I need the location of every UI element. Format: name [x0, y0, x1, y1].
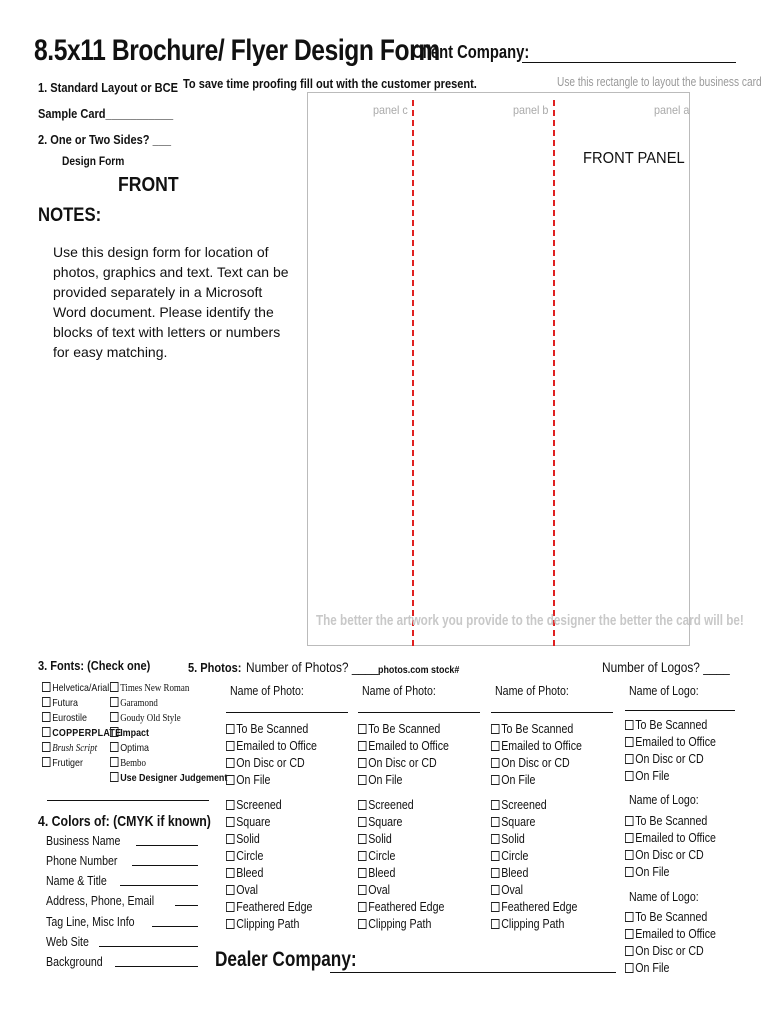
option[interactable]: To Be Scanned [491, 721, 573, 738]
option[interactable]: Clipping Path [491, 916, 564, 933]
option[interactable]: Screened [358, 797, 414, 814]
photo-name-label: Name of Photo: [495, 684, 569, 698]
checkbox-icon[interactable] [625, 737, 634, 747]
checkbox-icon[interactable] [491, 851, 500, 861]
font-option[interactable]: Eurostile [42, 712, 87, 724]
checkbox-icon[interactable] [491, 741, 500, 751]
color-row[interactable]: Business Name [46, 833, 198, 850]
fonts-heading: 3. Fonts: (Check one) [38, 658, 151, 673]
font-option[interactable]: Optima [110, 742, 149, 754]
font-option[interactable]: Helvetica/Arial [42, 682, 109, 694]
checkbox-icon[interactable] [625, 720, 634, 730]
sample-card-field[interactable]: Sample Card___________ [38, 106, 174, 121]
checkbox-icon[interactable] [226, 724, 235, 734]
checkbox-icon[interactable] [226, 902, 235, 912]
option[interactable]: On File [358, 772, 402, 789]
photo-name-field[interactable] [491, 712, 613, 713]
font-option[interactable]: Futura [42, 697, 78, 709]
checkbox-icon[interactable] [625, 833, 634, 843]
checkbox-icon[interactable] [110, 757, 119, 767]
checkbox-icon[interactable] [491, 919, 500, 929]
checkbox-icon[interactable] [358, 775, 367, 785]
checkbox-icon[interactable] [625, 816, 634, 826]
option[interactable]: Emailed to Office [625, 926, 716, 943]
fold-line-1 [412, 100, 414, 646]
logo-name-field[interactable] [625, 710, 735, 711]
photo-name-label: Name of Photo: [362, 684, 436, 698]
option[interactable]: On Disc or CD [625, 847, 704, 864]
option[interactable]: On File [226, 772, 270, 789]
checkbox-icon[interactable] [226, 758, 235, 768]
photo-name-field[interactable] [226, 712, 348, 713]
checkbox-icon[interactable] [491, 868, 500, 878]
checkbox-icon[interactable] [625, 912, 634, 922]
checkbox-icon[interactable] [42, 682, 51, 692]
option[interactable]: Emailed to Office [625, 734, 716, 751]
divider [47, 800, 209, 801]
dealer-company-field[interactable] [330, 972, 616, 973]
option[interactable]: Emailed to Office [358, 738, 449, 755]
artwork-tagline: The better the artwork you provide to the designer the better the card will be! [316, 612, 744, 629]
checkbox-icon[interactable] [491, 885, 500, 895]
photo-name-field[interactable] [358, 712, 480, 713]
option[interactable]: Screened [226, 797, 282, 814]
notes-text: Use this design form for location of photos, graphics and text. Text can be provided separately in a Microsoft Word document. Please identify the blocks of text with letters or numbers for easy matching. [53, 244, 289, 360]
checkbox-icon[interactable] [110, 697, 119, 707]
option[interactable]: Feathered Edge [358, 899, 444, 916]
checkbox-icon[interactable] [491, 834, 500, 844]
checkbox-icon[interactable] [625, 771, 634, 781]
fold-line-2 [553, 100, 555, 646]
option[interactable]: To Be Scanned [625, 909, 707, 926]
checkbox-icon[interactable] [491, 758, 500, 768]
checkbox-icon[interactable] [226, 868, 235, 878]
checkbox-icon[interactable] [226, 775, 235, 785]
checkbox-icon[interactable] [358, 741, 367, 751]
option[interactable]: On File [491, 772, 535, 789]
option[interactable]: To Be Scanned [625, 813, 707, 830]
option[interactable]: To Be Scanned [358, 721, 440, 738]
option[interactable]: On File [625, 768, 669, 785]
checkbox-icon[interactable] [226, 885, 235, 895]
checkbox-icon[interactable] [358, 800, 367, 810]
photos-stock-label: photos.com stock# [378, 664, 460, 676]
logo-name-label: Name of Logo: [629, 890, 699, 904]
option[interactable]: To Be Scanned [226, 721, 308, 738]
checkbox-icon[interactable] [42, 742, 51, 752]
option[interactable]: Clipping Path [226, 916, 299, 933]
standard-layout-label: 1. Standard Layout or BCE [38, 80, 178, 95]
client-company-label: Client Company: [412, 42, 530, 62]
sides-question[interactable]: 2. One or Two Sides? ___ [38, 132, 172, 147]
option[interactable]: Circle [491, 848, 528, 865]
front-label: FRONT [118, 174, 179, 196]
checkbox-icon[interactable] [358, 885, 367, 895]
checkbox-icon[interactable] [110, 682, 119, 692]
checkbox-icon[interactable] [491, 775, 500, 785]
color-row[interactable]: Tag Line, Misc Info [46, 914, 198, 931]
option[interactable]: Bleed [358, 865, 395, 882]
checkbox-icon[interactable] [110, 772, 119, 782]
color-row[interactable]: Phone Number [46, 853, 198, 870]
option[interactable]: Square [358, 814, 402, 831]
checkbox-icon[interactable] [625, 929, 634, 939]
option[interactable]: Feathered Edge [491, 899, 577, 916]
panel-a-label: panel a [654, 103, 690, 117]
option[interactable]: On File [625, 960, 669, 977]
option[interactable]: Solid [491, 831, 525, 848]
option[interactable]: Solid [226, 831, 260, 848]
option[interactable]: Emailed to Office [625, 830, 716, 847]
checkbox-icon[interactable] [226, 919, 235, 929]
checkbox-icon[interactable] [42, 727, 51, 737]
checkbox-icon[interactable] [358, 919, 367, 929]
checkbox-icon[interactable] [358, 834, 367, 844]
checkbox-icon[interactable] [491, 902, 500, 912]
option[interactable]: On Disc or CD [358, 755, 437, 772]
font-option[interactable]: COPPERPLATE [42, 727, 121, 739]
option[interactable]: Oval [358, 882, 390, 899]
option[interactable]: Square [491, 814, 535, 831]
option[interactable]: Feathered Edge [226, 899, 312, 916]
checkbox-icon[interactable] [625, 963, 634, 973]
rect-hint: Use this rectangle to layout the business card [557, 74, 762, 89]
checkbox-icon[interactable] [358, 851, 367, 861]
checkbox-icon[interactable] [226, 817, 235, 827]
front-panel-label: FRONT PANEL [583, 150, 685, 167]
checkbox-icon[interactable] [491, 817, 500, 827]
option[interactable]: Bleed [491, 865, 528, 882]
logo-name-label: Name of Logo: [629, 684, 699, 698]
option[interactable]: Screened [491, 797, 547, 814]
font-option[interactable]: Goudy Old Style [110, 712, 181, 724]
panel-c-label: panel c [373, 103, 408, 117]
option[interactable]: On Disc or CD [491, 755, 570, 772]
option[interactable]: Circle [358, 848, 395, 865]
checkbox-icon[interactable] [110, 742, 119, 752]
checkbox-icon[interactable] [625, 754, 634, 764]
checkbox-icon[interactable] [625, 946, 634, 956]
client-company-field[interactable] [522, 62, 736, 63]
font-option[interactable]: Impact [110, 727, 149, 739]
checkbox-icon[interactable] [226, 851, 235, 861]
checkbox-icon[interactable] [491, 724, 500, 734]
dealer-company-label: Dealer Company: [215, 948, 357, 971]
checkbox-icon[interactable] [110, 727, 119, 737]
font-option[interactable]: Bembo [110, 757, 146, 769]
font-option[interactable]: Brush Script [42, 742, 97, 754]
checkbox-icon[interactable] [42, 757, 51, 767]
photo-name-label: Name of Photo: [230, 684, 304, 698]
checkbox-icon[interactable] [358, 724, 367, 734]
color-row[interactable]: Background [46, 954, 198, 971]
design-form-label: Design Form [62, 154, 125, 168]
option[interactable]: Oval [226, 882, 258, 899]
checkbox-icon[interactable] [42, 712, 51, 722]
option[interactable]: Solid [358, 831, 392, 848]
notes-heading: NOTES: [38, 205, 102, 226]
font-option[interactable]: Garamond [110, 697, 158, 709]
photos-heading: 5. Photos: [188, 660, 242, 675]
checkbox-icon[interactable] [226, 741, 235, 751]
checkbox-icon[interactable] [358, 902, 367, 912]
checkbox-icon[interactable] [625, 850, 634, 860]
colors-heading: 4. Colors of: (CMYK if known) [38, 813, 211, 830]
checkbox-icon[interactable] [42, 697, 51, 707]
font-option[interactable]: Times New Roman [110, 682, 189, 694]
checkbox-icon[interactable] [226, 834, 235, 844]
option[interactable]: Emailed to Office [491, 738, 582, 755]
checkbox-icon[interactable] [358, 758, 367, 768]
checkbox-icon[interactable] [226, 800, 235, 810]
color-row[interactable]: Address, Phone, Email [46, 893, 198, 910]
font-option[interactable]: Use Designer Judgement [110, 772, 227, 784]
color-row[interactable]: Name & Title [46, 873, 198, 890]
checkbox-icon[interactable] [491, 800, 500, 810]
instructions-text: To save time proofing fill out with the customer present. [183, 76, 477, 91]
option[interactable]: Bleed [226, 865, 263, 882]
layout-rectangle[interactable] [307, 92, 690, 646]
checkbox-icon[interactable] [625, 867, 634, 877]
option[interactable]: On Disc or CD [625, 943, 704, 960]
panel-b-label: panel b [513, 103, 549, 117]
option[interactable]: Circle [226, 848, 263, 865]
option[interactable]: Emailed to Office [226, 738, 317, 755]
color-row[interactable]: Web Site [46, 934, 198, 951]
number-of-photos[interactable]: Number of Photos? ____ [246, 659, 379, 675]
option[interactable]: On File [625, 864, 669, 881]
checkbox-icon[interactable] [358, 868, 367, 878]
checkbox-icon[interactable] [358, 817, 367, 827]
option[interactable]: Square [226, 814, 270, 831]
option[interactable]: To Be Scanned [625, 717, 707, 734]
option[interactable]: On Disc or CD [226, 755, 305, 772]
font-option[interactable]: Frutiger [42, 757, 83, 769]
number-of-logos[interactable]: Number of Logos? ____ [602, 659, 730, 675]
logo-name-label: Name of Logo: [629, 793, 699, 807]
option[interactable]: Oval [491, 882, 523, 899]
checkbox-icon[interactable] [110, 712, 119, 722]
option[interactable]: Clipping Path [358, 916, 431, 933]
option[interactable]: On Disc or CD [625, 751, 704, 768]
form-title: 8.5x11 Brochure/ Flyer Design Form [34, 34, 440, 67]
